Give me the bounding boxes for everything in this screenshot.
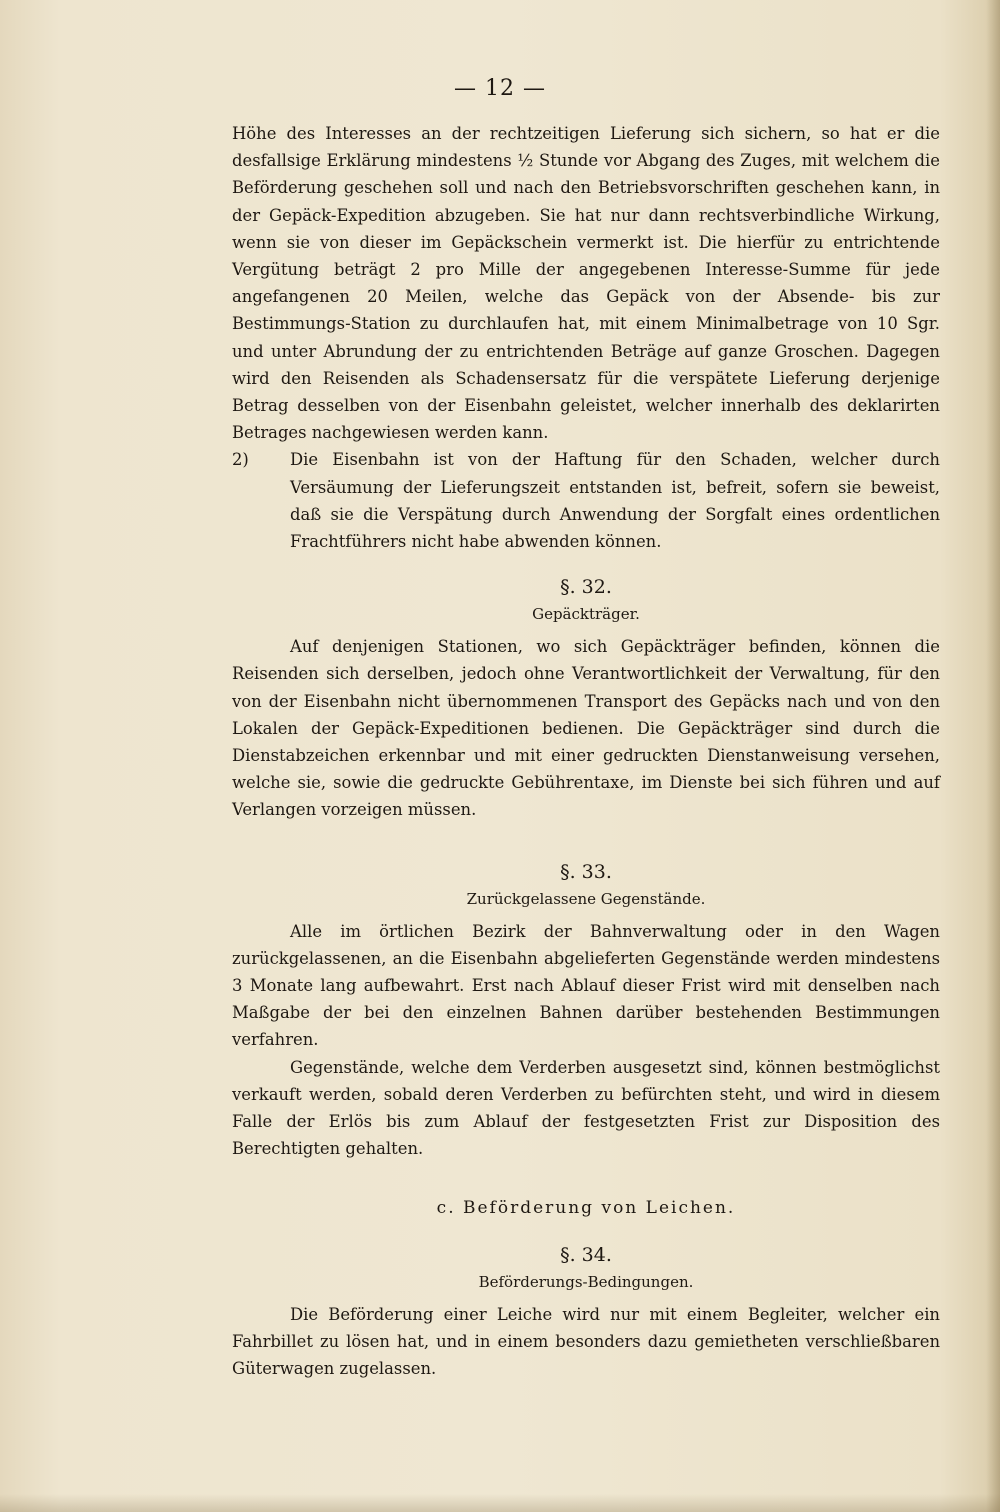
section-number-34: §. 34. xyxy=(560,1243,612,1266)
section-34-paragraph: Die Beförderung einer Leiche wird nur mit einem Begleiter, welcher ein Fahrbillet zu lösen hat, und in einem besonders dazu gemietheten verschließbaren Güterwagen zugelassen. xyxy=(232,1304,940,1378)
list-item-number: 2) xyxy=(232,450,249,470)
page-body xyxy=(232,120,940,1382)
section-title-32: Gepäckträger. xyxy=(532,605,640,624)
section-title-34: Beförderungs-Bedingungen. xyxy=(478,1272,694,1291)
section-33-paragraph-1: Alle im örtlichen Bezirk der Bahnverwaltung oder in den Wagen zurückgelassenen, an die Eisenbahn abgelieferten Gegenstände werden mindestens 3 Monate lang aufbewahrt. Erst nach Ablauf dieser Frist wird mit denselben nach Maßgabe der bei den einzelnen Bahnen darüber bestehenden Bestimmungen verfahren. xyxy=(232,921,940,1050)
page-edge-shadow xyxy=(986,0,1000,1512)
section-number-33: §. 33. xyxy=(560,860,612,883)
list-item-text: Die Eisenbahn ist von der Haftung für den Schaden, welcher durch Versäumung der Lieferungszeit entstanden ist, befreit, sofern sie beweist, daß sie die Verspätung durch Anwendung der Sorgfalt eines ordentlichen Frachtführers nicht habe abwenden können. xyxy=(290,450,940,552)
section-32-paragraph: Auf denjenigen Stationen, wo sich Gepäckträger befinden, können die Reisenden sich derselben, jedoch ohne Verantwortlichkeit der Verwaltung, für den von der Eisenbahn nicht übernommenen Transport des Gepäcks nach und von den Lokalen der Gepäck-Expeditionen bedienen. Die Gepäckträger sind durch die Dienstabzeichen erkennbar und mit einer gedruckten Dienstanweisung versehen, welche sie, sowie die gedruckte Gebührentaxe, im Dienste bei sich führen und auf Verlangen vorzeigen müssen. xyxy=(232,637,940,820)
paragraph-continuation: Höhe des Interesses an der rechtzeitigen Lieferung sich sichern, so hat er die desfallsige Erklärung mindestens ½ Stunde vor Abgang des Zuges, mit welchem die Beförderung geschehen soll und nach den Betriebsvorschriften geschehen kann, in der Gepäck-Expedition abzugeben. Sie hat nur dann rechtsverbindliche Wirkung, wenn sie von dieser im Gepäckschein vermerkt ist. Die hierfür zu entrichtende Vergütung beträgt 2 pro Mille der angegebenen Interesse-Summe für jede angefangenen 20 Meilen, welche das Gepäck von der Absende- bis zur Bestimmungs-Station zu durchlaufen hat, mit einem Minimalbetrage von 10 Sgr. und unter Abrundung der zu entrichtenden Beträge auf ganze Groschen. Dagegen wird den Reisenden als Schadensersatz für die verspätete Lieferung derjenige Betrag desselben von der Eisenbahn geleistet, welcher innerhalb des deklarirten Betrages nachgewiesen werden kann. xyxy=(232,124,940,443)
page-bottom-shadow xyxy=(0,1494,1000,1512)
subheading-c: c. Beförderung von Leichen. xyxy=(436,1197,736,1218)
page-number: — 12 — xyxy=(454,76,546,101)
section-33-paragraph-2: Gegenstände, welche dem Verderben ausgesetzt sind, können bestmöglichst verkauft werden, sobald deren Verderben zu befürchten steht, und wird in diesem Falle der Erlös bis zum Ablauf der festgesetzten Frist zur Disposition des Berechtigten gehalten. xyxy=(232,1057,940,1159)
section-title-33: Zurückgelassene Gegenstände. xyxy=(466,889,706,908)
section-number-32: §. 32. xyxy=(560,576,612,599)
list-item xyxy=(232,446,940,555)
